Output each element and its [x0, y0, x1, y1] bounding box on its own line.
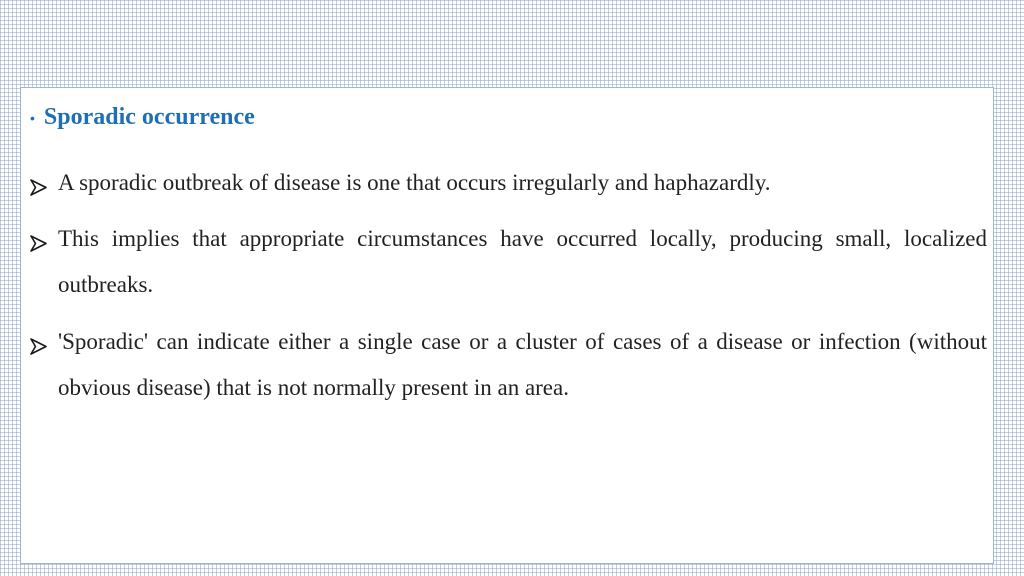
bullet-point-text: A sporadic outbreak of disease is one that occurs irregularly and haphazardly.	[58, 170, 771, 195]
bullet-point	[30, 228, 987, 308]
arrow-bullet-icon	[30, 172, 48, 196]
heading-title: Sporadic occurrence	[43, 104, 255, 130]
bullet-point	[30, 172, 987, 206]
bullet-point-text: 'Sporadic' can indicate either a single case or a cluster of cases of a disease or infection (without obvious disease) that is not normally present in an area.	[58, 329, 987, 400]
arrow-bullet-icon	[30, 331, 48, 355]
arrow-bullet-icon	[30, 228, 48, 252]
heading-bullet: •	[30, 109, 35, 126]
bullet-point	[30, 331, 987, 411]
slide-content-panel	[20, 87, 994, 564]
bullet-point-text: This implies that appropriate circumstances have occurred locally, producing small, localized outbreaks.	[58, 226, 987, 297]
slide-heading	[30, 104, 255, 131]
